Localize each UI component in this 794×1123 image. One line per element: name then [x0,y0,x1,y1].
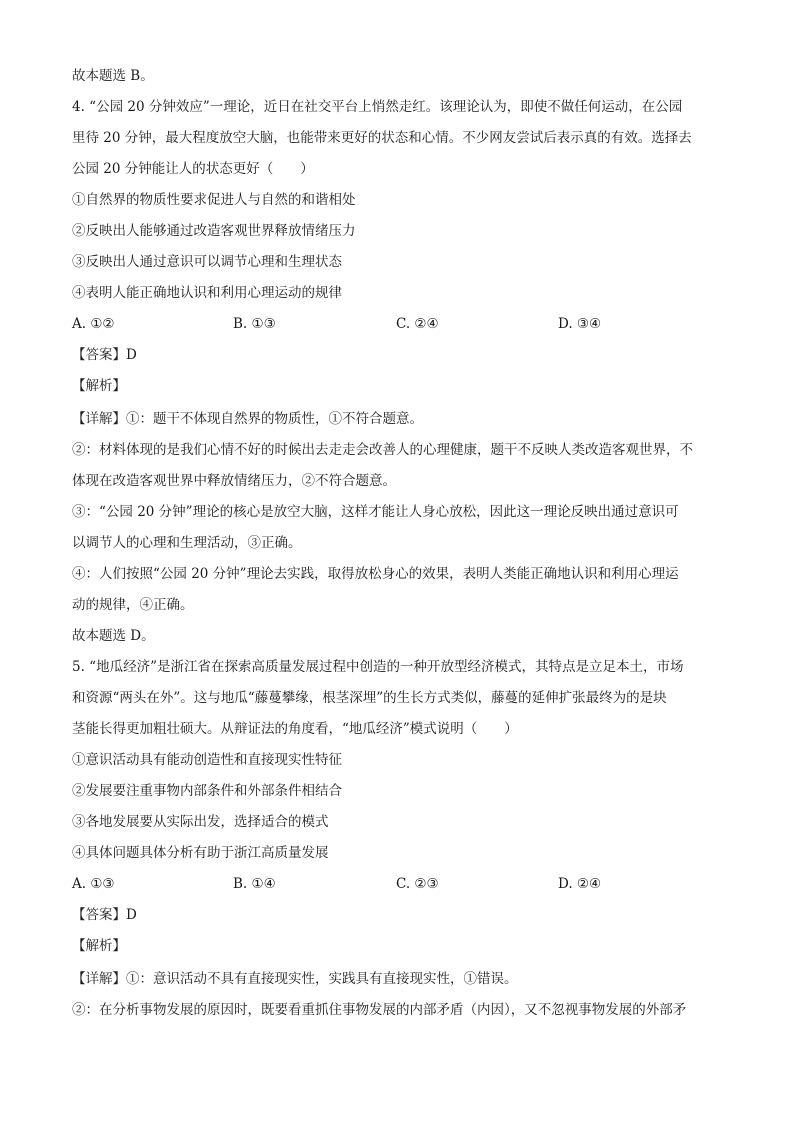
q5-option-a: A. ①③ [72,876,115,892]
q4-statement: ③反映出人通过意识可以调节心理和生理状态 [72,254,342,270]
q4-detail-line: ④：人们按照“公园 20 分钟”理论去实践，取得放松身心的效果，表明人类能正确地认识和利用心理运 [72,566,679,582]
q4-detail-line: 体现在改造客观世界中释放情绪压力，②不符合题意。 [72,473,396,489]
q5-statement: ③各地发展要从实际出发，选择适合的模式 [72,814,329,830]
q5-detail-line: ②：在分析事物发展的原因时，既要看重抓住事物发展的内部矛盾（内因），又不忽视事物发展的外部矛 [72,1002,687,1018]
q4-detail-line: ②：材料体现的是我们心情不好的时候出去走走会改善人的心理健康，题干不反映人类改造客观世界，不 [72,442,693,458]
q4-detail-line: 【详解】①：题干不体现自然界的物质性，①不符合题意。 [72,411,423,427]
q5-statement: ②发展要注重事物内部条件和外部条件相结合 [72,783,342,799]
q5-answer: 【答案】D [72,907,137,923]
q4-option-a: A. ①② [72,316,115,332]
q5-statement: ①意识活动具有能动创造性和直接现实性特征 [72,752,342,768]
q5-option-b: B. ①④ [233,876,276,892]
q4-detail-line: ③：“公园 20 分钟”理论的核心是放空大脑，这样才能让人身心放松，因此这一理论反映出通过意识可 [72,504,679,520]
q5-stem-line: 茎能长得更加粗壮硕大。从辩证法的角度看，“地瓜经济”模式说明（ ） [72,721,518,737]
q4-option-d: D. ③④ [558,316,602,332]
q5-detail-line: 【详解】①：意识活动不具有直接现实性，实践具有直接现实性，①错误。 [72,971,518,987]
q5-statement: ④具体问题具体分析有助于浙江高质量发展 [72,845,329,861]
q4-conclusion: 故本题选 D。 [72,628,155,644]
q4-detail-line: 以调节人的心理和生理活动，③正确。 [72,535,302,551]
q5-option-c: C. ②③ [396,876,439,892]
q4-stem-line: 里待 20 分钟，最大程度放空大脑，也能带来更好的状态和心情。不少网友尝试后表示真的有效。选择去 [72,130,692,146]
q4-statement: ①自然界的物质性要求促进人与自然的和谐相处 [72,192,356,208]
q4-stem-line: 4. “公园 20 分钟效应”一理论，近日在社交平台上悄然走红。该理论认为，即使不做任何运动，在公园 [72,99,683,115]
q3-conclusion: 故本题选 B。 [72,68,154,84]
q4-statement: ④表明人能正确地认识和利用心理运动的规律 [72,285,342,301]
q4-stem-line: 公园 20 分钟能让人的状态更好（ ） [72,161,314,177]
q4-option-b: B. ①③ [233,316,276,332]
q4-answer: 【答案】D [72,347,137,363]
q5-stem-line: 5. “地瓜经济”是浙江省在探索高质量发展过程中创造的一种开放型经济模式，其特点是立足本土，市场 [72,659,684,675]
q4-detail-line: 动的规律，④正确。 [72,597,194,613]
q4-statement: ②反映出人能够通过改造客观世界释放情绪压力 [72,223,356,239]
q4-analysis-label: 【解析】 [72,378,126,394]
q5-stem-line: 和资源“两头在外”。这与地瓜“藤蔓攀缘，根茎深埋”的生长方式类似，藤蔓的延伸扩张最终为的是块 [72,690,667,706]
q5-option-d: D. ②④ [558,876,602,892]
q5-analysis-label: 【解析】 [72,938,126,954]
q4-option-c: C. ②④ [396,316,439,332]
